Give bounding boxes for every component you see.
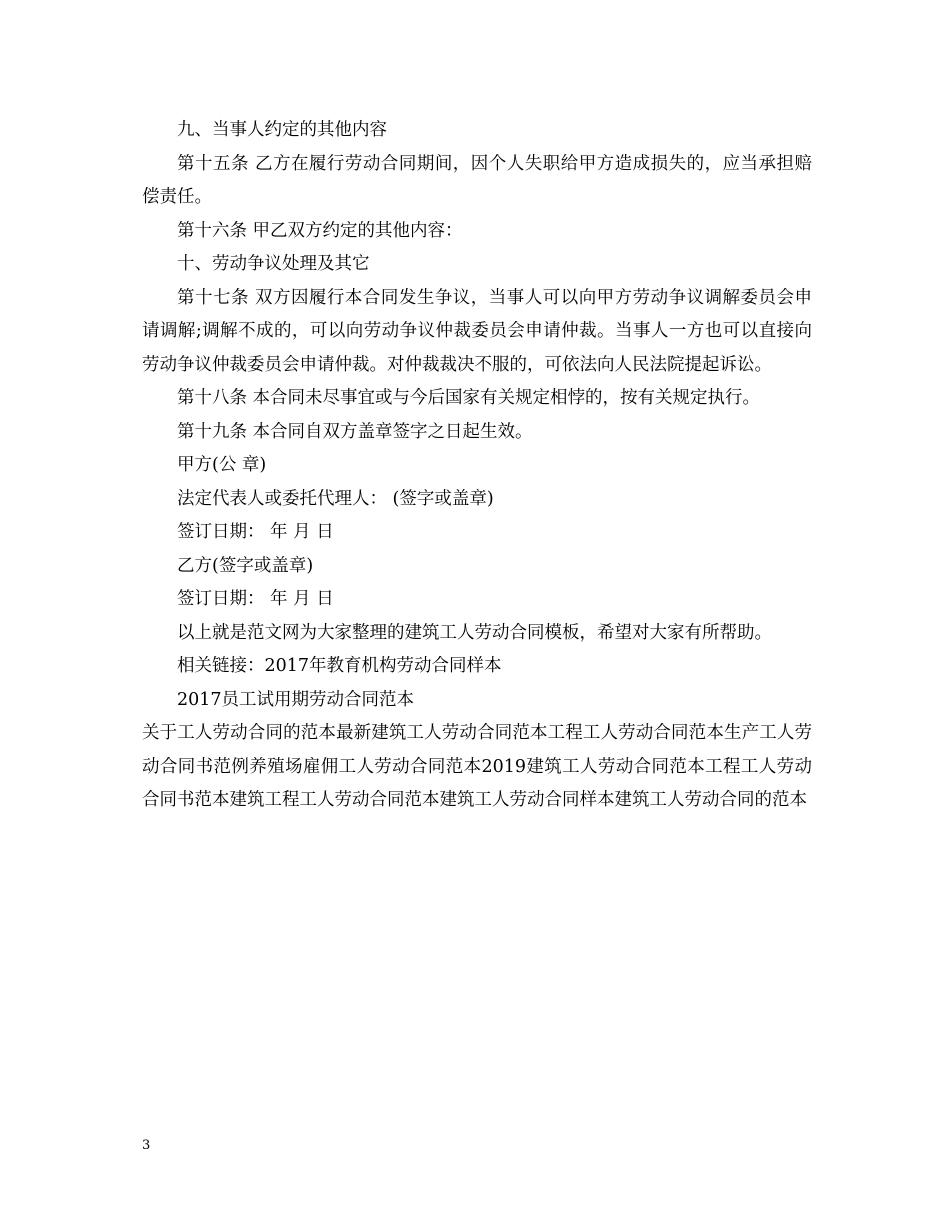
document-body — [142, 114, 812, 818]
related-articles-block: 关于工人劳动合同的范本最新建筑工人劳动合同范本工程工人劳动合同范本生产工人劳动合同书范例养殖场雇佣工人劳动合同范本2019建筑工人劳动合同范本工程工人劳动合同书范本建筑工程工人劳动合同范本建筑工人劳动合同样本建筑工人劳动合同的范本 — [142, 723, 812, 810]
closing-note: 以上就是范文网为大家整理的建筑工人劳动合同模板，希望对大家有所帮助。 — [177, 622, 772, 643]
section-heading-dispute: 十、劳动争议处理及其它 — [177, 254, 370, 274]
party-b-signature: 乙方(签字或盖章) — [177, 555, 314, 576]
article-18: 第十八条 本合同未尽事宜或与今后国家有关规定相悖的，按有关规定执行。 — [177, 388, 761, 408]
party-a-sign-date: 签订日期： 年 月 日 — [177, 522, 334, 542]
article-15: 第十五条 乙方在履行劳动合同期间，因个人失职给甲方造成损失的，应当承担赔偿责任。 — [142, 153, 812, 207]
section-heading-other-terms: 九、当事人约定的其他内容 — [177, 120, 387, 140]
article-16: 第十六条 甲乙双方约定的其他内容： — [177, 220, 463, 241]
article-17: 第十七条 双方因履行本合同发生争议，当事人可以向甲方劳动争议调解委员会申请调解;调解不成的，可以向劳动争议仲裁委员会申请仲裁。当事人一方也可以直接向劳动争议仲裁委员会申请仲裁。对仲裁裁决不服的，可依法向人民法院提起诉讼。 — [142, 287, 812, 375]
related-link-1: 相关链接：2017年教育机构劳动合同样本 — [177, 656, 502, 676]
page-number: 3 — [142, 1138, 151, 1153]
related-link-2: 2017员工试用期劳动合同范本 — [177, 689, 415, 710]
legal-representative-line: 法定代表人或委托代理人： (签字或盖章) — [177, 488, 494, 509]
party-a-seal: 甲方(公 章) — [177, 455, 267, 475]
party-b-sign-date: 签订日期： 年 月 日 — [177, 589, 334, 609]
article-19: 第十九条 本合同自双方盖章签字之日起生效。 — [177, 421, 533, 442]
